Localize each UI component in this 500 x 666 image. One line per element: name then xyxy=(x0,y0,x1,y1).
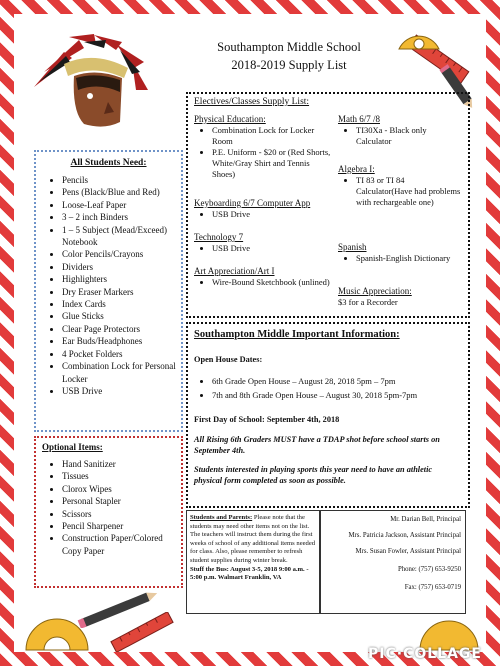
pe-section xyxy=(194,114,332,180)
list-item: • Clear Page Protectors xyxy=(62,323,181,335)
list-item: • TI30Xa - Black only Calculator xyxy=(356,125,462,147)
open-house-heading: Open House Dates: xyxy=(194,355,263,364)
list-item: • 4 Pocket Folders xyxy=(62,348,181,360)
list-item: • Glue Sticks xyxy=(62,310,181,322)
technology-section xyxy=(194,232,334,254)
list-item: • 6th Grade Open House – August 28, 2018 5pm – 7pm xyxy=(212,374,482,388)
contacts-box xyxy=(320,510,466,614)
list-item: • Scissors xyxy=(62,508,181,520)
stuff-bus-text: Stuff the Bus: August 3-5, 2018 9:00 a.m. - 5:00 p.m. Walmart Franklin, VA xyxy=(190,565,309,582)
math-heading: Math 6/7 /8 xyxy=(338,114,380,124)
list-item: • Pens (Black/Blue and Red) xyxy=(62,186,181,198)
parents-note-lead: Students and Parents: xyxy=(190,514,253,521)
ruler-icon xyxy=(106,612,178,652)
parents-note-text: Please note that the students may need other items not on the list. The teachers will instruct them during the first weeks of school of any additional items needed for class. Also, please remember to refresh student supplies during winter break. xyxy=(190,514,316,564)
list-item: • 1 – 5 Subject (Mead/Exceed) Notebook xyxy=(62,224,181,249)
list-item: • Dry Eraser Markers xyxy=(62,286,181,298)
list-title: 2018-2019 Supply List xyxy=(231,58,347,72)
list-item: • USB Drive xyxy=(62,385,181,397)
art-heading: Art Appreciation/Art I xyxy=(194,266,275,276)
list-item: • 7th and 8th Grade Open House – August 30, 2018 5pm-7pm xyxy=(212,388,482,402)
list-item: • Hand Sanitizer xyxy=(62,458,181,470)
technology-heading: Technology 7 xyxy=(194,232,244,242)
sports-text: Students interested in playing sports this year need to have an athletic physical form completed as soon as possible. xyxy=(194,465,433,485)
list-item: • USB Drive xyxy=(212,209,334,220)
supply-list-page xyxy=(14,14,486,652)
contact-phone: Phone: (757) 653-9250 xyxy=(397,566,461,573)
list-item: • TI 83 or TI 84 Calculator(Have had problems with rechargeable one) xyxy=(356,175,462,208)
first-day-text: First Day of School: September 4th, 2018 xyxy=(194,415,340,424)
keyboarding-section xyxy=(194,198,334,220)
optional-box xyxy=(34,436,183,588)
list-item: • Loose-Leaf Paper xyxy=(62,199,181,211)
list-item: • Spanish-English Dictionary xyxy=(356,253,462,264)
contact-principal: Mr. Darian Bell, Principal xyxy=(390,516,461,523)
music-text: $3 for a Recorder xyxy=(338,297,398,307)
watermark: PIC·COLLAGE xyxy=(368,646,482,662)
list-item: • Ear Buds/Headphones xyxy=(62,335,181,347)
list-item: • Pencil Sharpener xyxy=(62,520,181,532)
list-item: • Construction Paper/Colored Copy Paper xyxy=(62,532,181,557)
algebra-heading: Algebra I: xyxy=(338,164,375,174)
music-heading: Music Appreciation: xyxy=(338,286,412,296)
art-section xyxy=(194,266,334,288)
optional-heading: Optional Items: xyxy=(42,442,103,452)
all-students-box xyxy=(34,150,183,432)
keyboarding-heading: Keyboarding 6/7 Computer App xyxy=(194,198,311,208)
pe-heading: Physical Education: xyxy=(194,114,266,124)
list-item: • Index Cards xyxy=(62,298,181,310)
contact-fax: Fax: (757) 653-0719 xyxy=(404,584,461,591)
list-item: • USB Drive xyxy=(212,243,334,254)
math-section xyxy=(338,114,462,147)
algebra-section xyxy=(338,164,462,208)
music-section xyxy=(338,286,462,307)
school-name: Southampton Middle School xyxy=(217,40,361,54)
spanish-heading: Spanish xyxy=(338,242,367,252)
info-heading: Southampton Middle Important Information: xyxy=(194,329,400,340)
list-item: • Color Pencils/Crayons xyxy=(62,248,181,260)
list-item: • P.E. Uniform - $20 or (Red Shorts, White/Gray Shirt and Tennis Shoes) xyxy=(212,147,332,180)
list-item: • Tissues xyxy=(62,470,181,482)
all-students-heading: All Students Need: xyxy=(70,158,147,168)
info-box xyxy=(186,322,470,508)
parents-note-box xyxy=(186,510,320,614)
electives-box xyxy=(186,92,470,318)
compass-icon xyxy=(394,14,444,54)
tdap-text: All Rising 6th Graders MUST have a TDAP shot before school starts on September 4th. xyxy=(194,435,440,455)
list-item: • Pencils xyxy=(62,174,181,186)
list-item: • 3 – 2 inch Binders xyxy=(62,211,181,223)
mascot-logo xyxy=(24,32,152,130)
list-item: • Combination Lock for Personal Locker xyxy=(62,360,181,385)
contact-assistant-1: Mrs. Patricia Jackson, Assistant Principal xyxy=(348,532,461,539)
list-item: • Wire-Bound Sketchbook (unlined) xyxy=(212,277,334,288)
spanish-section xyxy=(338,242,462,264)
list-item: • Combination Lock for Locker Room xyxy=(212,125,332,147)
list-item: • Highlighters xyxy=(62,273,181,285)
contact-assistant-2: Mrs. Susan Fowler, Assistant Principal xyxy=(355,548,461,555)
list-item: • Clorox Wipes xyxy=(62,483,181,495)
electives-heading: Electives/Classes Supply List: xyxy=(194,97,310,107)
list-item: • Dividers xyxy=(62,261,181,273)
list-item: • Personal Stapler xyxy=(62,495,181,507)
